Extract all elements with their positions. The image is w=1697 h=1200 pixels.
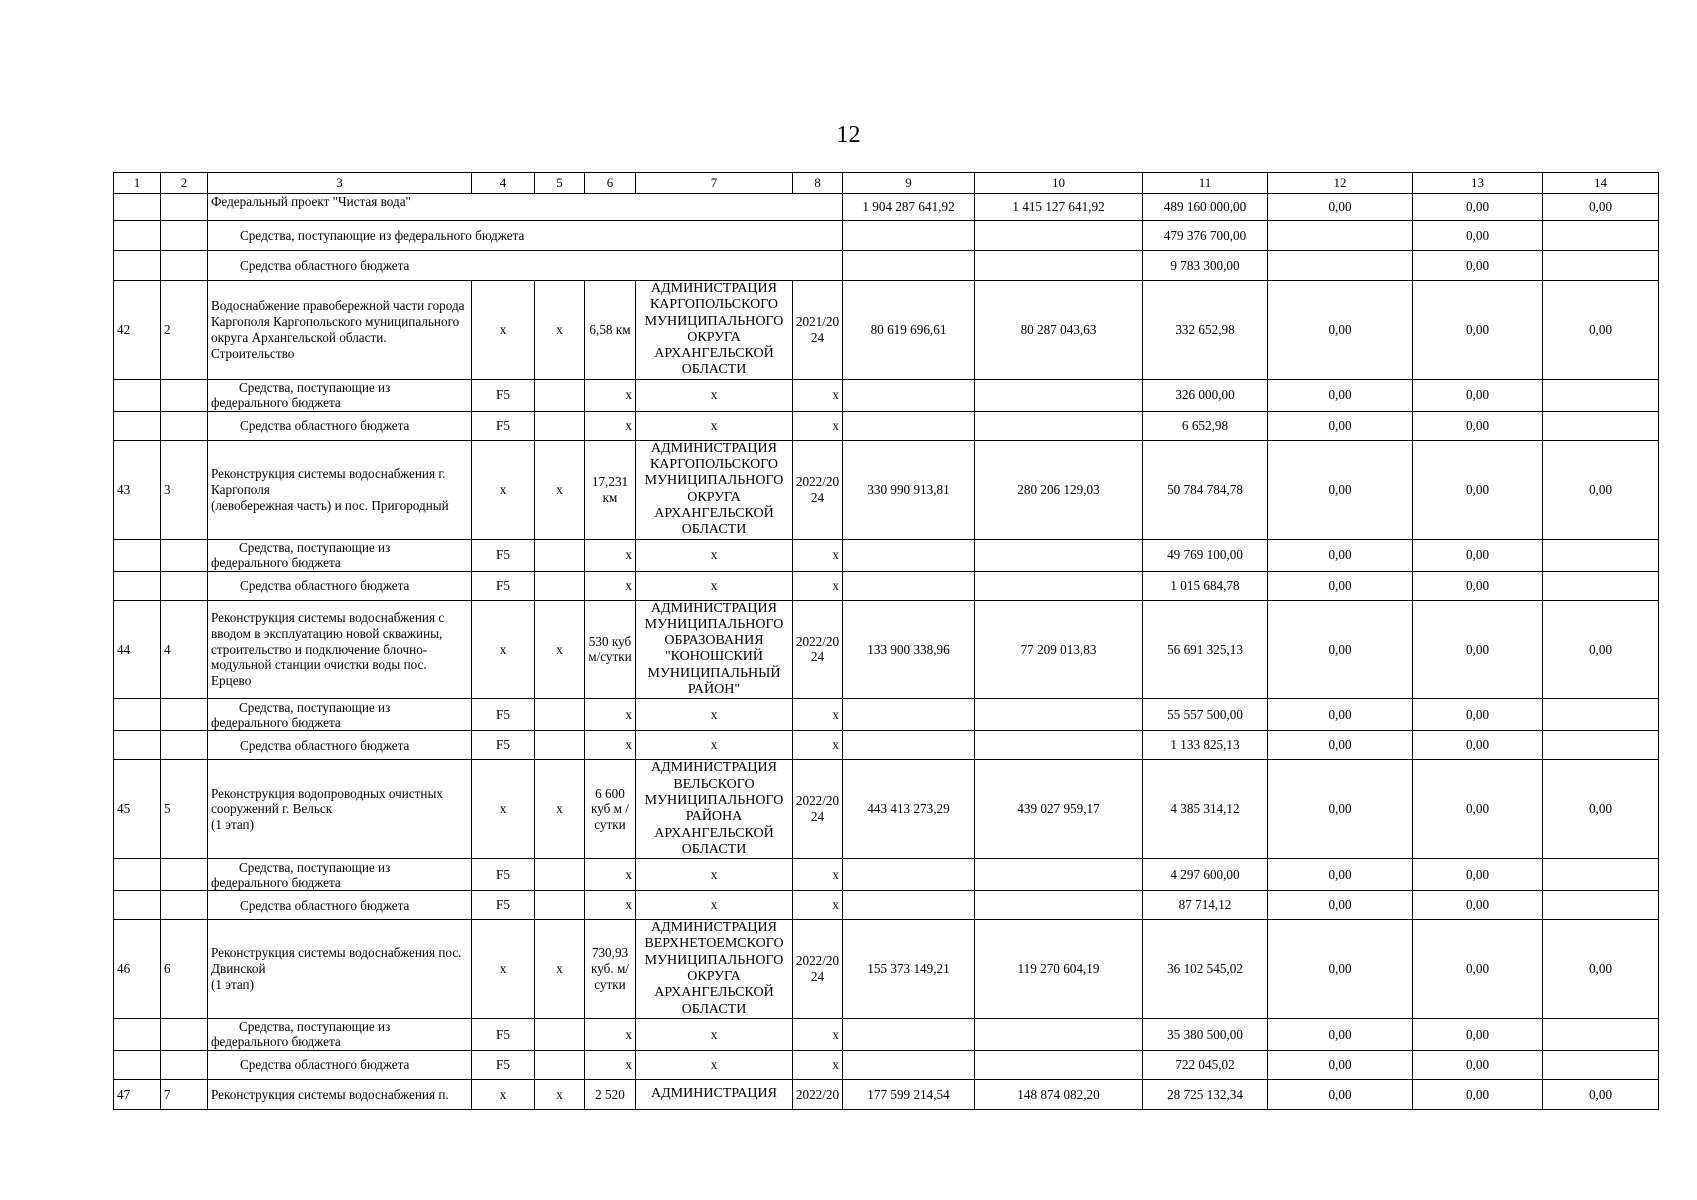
table-cell: 0,00 (1543, 281, 1659, 380)
table-cell: x (636, 539, 793, 571)
table-cell: 0,00 (1413, 699, 1543, 731)
agency-cell: АДМИНИСТРАЦИЯ КАРГОПОЛЬСКОГО МУНИЦИПАЛЬНОГО ОКРУГА АРХАНГЕЛЬСКОЙ ОБЛАСТИ (636, 440, 793, 539)
table-cell: 0,00 (1413, 859, 1543, 891)
project-row (114, 440, 1659, 539)
table-cell: x (535, 600, 585, 699)
table-cell: x (472, 1079, 535, 1109)
funds-label: Средства, поступающие из федерального бюджета (208, 859, 472, 891)
table-cell: 326 000,00 (1143, 379, 1268, 411)
table-cell: 0,00 (1413, 411, 1543, 440)
table-cell: x (472, 281, 535, 380)
table-cell: 0,00 (1268, 194, 1413, 221)
table-cell: x (585, 539, 636, 571)
table-cell: x (636, 571, 793, 600)
funds-label: Средства областного бюджета (208, 411, 472, 440)
table-cell: 0,00 (1543, 440, 1659, 539)
agency-cell: АДМИНИСТРАЦИЯ ВЕРХНЕТОЕМСКОГО МУНИЦИПАЛЬНОГО ОКРУГА АРХАНГЕЛЬСКОЙ ОБЛАСТИ (636, 920, 793, 1019)
table-cell: x (793, 731, 843, 760)
row-number: 45 (114, 760, 161, 859)
agency-cell: АДМИНИСТРАЦИЯ МУНИЦИПАЛЬНОГО ОБРАЗОВАНИЯ "КОНОШСКИЙ МУНИЦИПАЛЬНЫЙ РАЙОН" (636, 600, 793, 699)
table-cell: x (636, 699, 793, 731)
table-cell: x (636, 411, 793, 440)
table-cell: 133 900 338,96 (843, 600, 975, 699)
table-cell: x (472, 600, 535, 699)
column-header: 1 (114, 173, 161, 194)
regional-funds-subrow (114, 891, 1659, 920)
table-cell: x (793, 411, 843, 440)
column-header: 14 (1543, 173, 1659, 194)
agency-cell: АДМИНИСТРАЦИЯ ВЕЛЬСКОГО МУНИЦИПАЛЬНОГО РАЙОНА АРХАНГЕЛЬСКОЙ ОБЛАСТИ (636, 760, 793, 859)
row-number: 46 (114, 920, 161, 1019)
regional-funds-row (114, 251, 1659, 281)
project-name: Реконструкция системы водоснабжения пос. Двинской (1 этап) (208, 920, 472, 1019)
table-cell: 0,00 (1268, 891, 1413, 920)
row-number: 43 (114, 440, 161, 539)
table-cell: 0,00 (1413, 571, 1543, 600)
table-cell: 49 769 100,00 (1143, 539, 1268, 571)
table-cell: 0,00 (1413, 281, 1543, 380)
project-name: Реконструкция водопроводных очистных сооружений г. Вельск (1 этап) (208, 760, 472, 859)
table-cell: 0,00 (1543, 920, 1659, 1019)
funds-label: Средства, поступающие из федерального бюджета (208, 379, 472, 411)
agency-cell: АДМИНИСТРАЦИЯ (636, 1079, 793, 1109)
table-cell: x (585, 571, 636, 600)
row-number: 47 (114, 1079, 161, 1109)
table-cell: 722 045,02 (1143, 1050, 1268, 1079)
table-cell: 80 287 043,63 (975, 281, 1143, 380)
code-cell: F5 (472, 1018, 535, 1050)
table-cell: 0,00 (1543, 760, 1659, 859)
row-index: 7 (161, 1079, 208, 1109)
column-header: 9 (843, 173, 975, 194)
table-cell: x (636, 731, 793, 760)
code-cell: F5 (472, 859, 535, 891)
code-cell: F5 (472, 379, 535, 411)
table-cell: x (636, 1050, 793, 1079)
table-cell: x (585, 1050, 636, 1079)
table-cell: 1 133 825,13 (1143, 731, 1268, 760)
project-row (114, 600, 1659, 699)
table-cell: 0,00 (1268, 920, 1413, 1019)
table-cell: 0,00 (1413, 600, 1543, 699)
table-cell: x (636, 379, 793, 411)
column-header: 5 (535, 173, 585, 194)
regional-funds-subrow (114, 571, 1659, 600)
column-header: 3 (208, 173, 472, 194)
table-cell: 56 691 325,13 (1143, 600, 1268, 699)
table-cell: x (636, 859, 793, 891)
federal-funds-label: Средства, поступающие из федерального бюджета (208, 221, 843, 251)
code-cell: F5 (472, 571, 535, 600)
table-cell: 443 413 273,29 (843, 760, 975, 859)
table-cell: x (472, 440, 535, 539)
table-cell: x (793, 571, 843, 600)
table-cell: x (793, 1050, 843, 1079)
table-cell: x (585, 891, 636, 920)
federal-funds-subrow (114, 699, 1659, 731)
table-cell: 489 160 000,00 (1143, 194, 1268, 221)
table-cell: 1 904 287 641,92 (843, 194, 975, 221)
table-cell: 80 619 696,61 (843, 281, 975, 380)
capacity-cell: 6,58 км (585, 281, 636, 380)
table-cell: x (535, 1079, 585, 1109)
table-cell: 35 380 500,00 (1143, 1018, 1268, 1050)
row-index: 2 (161, 281, 208, 380)
table-cell: 0,00 (1268, 760, 1413, 859)
table-cell: 330 990 913,81 (843, 440, 975, 539)
column-header: 11 (1143, 173, 1268, 194)
agency-cell: АДМИНИСТРАЦИЯ КАРГОПОЛЬСКОГО МУНИЦИПАЛЬНОГО ОКРУГА АРХАНГЕЛЬСКОЙ ОБЛАСТИ (636, 281, 793, 380)
federal-project-row (114, 194, 1659, 221)
column-header: 10 (975, 173, 1143, 194)
table-cell: 77 209 013,83 (975, 600, 1143, 699)
column-header: 8 (793, 173, 843, 194)
funds-label: Средства областного бюджета (208, 891, 472, 920)
regional-funds-subrow (114, 1050, 1659, 1079)
table-cell: 28 725 132,34 (1143, 1079, 1268, 1109)
table-cell: 0,00 (1268, 1050, 1413, 1079)
row-number: 44 (114, 600, 161, 699)
table-cell: 0,00 (1413, 221, 1543, 251)
table-cell: 148 874 082,20 (975, 1079, 1143, 1109)
regional-funds-label: Средства областного бюджета (208, 251, 843, 281)
table-cell: x (585, 1018, 636, 1050)
row-index: 4 (161, 600, 208, 699)
capacity-cell: 2 520 (585, 1079, 636, 1109)
table-cell: x (793, 891, 843, 920)
code-cell: F5 (472, 731, 535, 760)
table-cell: 0,00 (1413, 379, 1543, 411)
table-cell: 0,00 (1268, 699, 1413, 731)
table-cell: 0,00 (1413, 920, 1543, 1019)
years-cell: 2022/2024 (793, 440, 843, 539)
code-cell: F5 (472, 539, 535, 571)
table-cell: 0,00 (1268, 571, 1413, 600)
table-cell: 0,00 (1413, 1018, 1543, 1050)
code-cell: F5 (472, 411, 535, 440)
page-number: 12 (836, 122, 861, 148)
table-cell: 0,00 (1268, 539, 1413, 571)
table-cell: x (636, 1018, 793, 1050)
federal-funds-subrow (114, 379, 1659, 411)
column-header: 13 (1413, 173, 1543, 194)
table-cell: 87 714,12 (1143, 891, 1268, 920)
column-header: 12 (1268, 173, 1413, 194)
table-cell: x (585, 411, 636, 440)
table-cell: 177 599 214,54 (843, 1079, 975, 1109)
table-cell: 332 652,98 (1143, 281, 1268, 380)
table-cell: x (793, 699, 843, 731)
project-row (114, 760, 1659, 859)
table-cell: 0,00 (1268, 440, 1413, 539)
table-cell: 0,00 (1268, 379, 1413, 411)
row-index: 6 (161, 920, 208, 1019)
table-cell: x (585, 699, 636, 731)
code-cell: F5 (472, 1050, 535, 1079)
table-cell: 1 415 127 641,92 (975, 194, 1143, 221)
table-cell: 0,00 (1413, 539, 1543, 571)
table-cell: 119 270 604,19 (975, 920, 1143, 1019)
table-cell: x (793, 539, 843, 571)
table-cell: 155 373 149,21 (843, 920, 975, 1019)
table-cell: 0,00 (1268, 1018, 1413, 1050)
funds-label: Средства областного бюджета (208, 1050, 472, 1079)
federal-funds-subrow (114, 539, 1659, 571)
table-cell: 55 557 500,00 (1143, 699, 1268, 731)
regional-funds-subrow (114, 411, 1659, 440)
table-cell: x (535, 440, 585, 539)
table-cell: 9 783 300,00 (1143, 251, 1268, 281)
table-cell: x (793, 859, 843, 891)
project-row (114, 920, 1659, 1019)
capacity-cell: 17,231 км (585, 440, 636, 539)
funds-label: Средства областного бюджета (208, 571, 472, 600)
funds-label: Средства, поступающие из федерального бюджета (208, 699, 472, 731)
table-cell: 50 784 784,78 (1143, 440, 1268, 539)
table-cell: x (585, 379, 636, 411)
table-cell: x (585, 731, 636, 760)
table-cell: 0,00 (1268, 281, 1413, 380)
project-name: Водоснабжение правобережной части города Каргополя Каргопольского муниципального округа Архангельской области. Строительство (208, 281, 472, 380)
row-index: 5 (161, 760, 208, 859)
column-header: 7 (636, 173, 793, 194)
column-header-row (114, 173, 1659, 194)
table-cell: 0,00 (1543, 194, 1659, 221)
table-cell: x (636, 891, 793, 920)
project-name: Реконструкция системы водоснабжения г. Каргополя (левобережная часть) и пос. Пригородный (208, 440, 472, 539)
table-cell: 0,00 (1268, 600, 1413, 699)
column-header: 2 (161, 173, 208, 194)
table-cell: 0,00 (1413, 760, 1543, 859)
table-cell: 0,00 (1413, 440, 1543, 539)
table-cell: x (535, 760, 585, 859)
capacity-cell: 530 куб м/сутки (585, 600, 636, 699)
table-cell: x (472, 760, 535, 859)
table-cell: x (793, 1018, 843, 1050)
table-cell: 0,00 (1543, 1079, 1659, 1109)
row-index: 3 (161, 440, 208, 539)
table-cell: 0,00 (1413, 891, 1543, 920)
table-cell: 0,00 (1413, 731, 1543, 760)
capacity-cell: 6 600 куб м / сутки (585, 760, 636, 859)
federal-funds-subrow (114, 1018, 1659, 1050)
table-cell: 6 652,98 (1143, 411, 1268, 440)
table-cell: 280 206 129,03 (975, 440, 1143, 539)
federal-project-title: Федеральный проект "Чистая вода" (208, 194, 843, 221)
budget-table (113, 172, 1659, 1110)
years-cell: 2022/2024 (793, 760, 843, 859)
years-cell: 2022/2024 (793, 600, 843, 699)
column-header: 6 (585, 173, 636, 194)
table-cell: 0,00 (1413, 251, 1543, 281)
table-cell: 0,00 (1413, 1050, 1543, 1079)
row-number: 42 (114, 281, 161, 380)
table-cell: 0,00 (1268, 859, 1413, 891)
code-cell: F5 (472, 699, 535, 731)
table-cell: 0,00 (1413, 1079, 1543, 1109)
table-cell: 479 376 700,00 (1143, 221, 1268, 251)
project-name: Реконструкция системы водоснабжения п. (208, 1079, 472, 1109)
funds-label: Средства, поступающие из федерального бюджета (208, 1018, 472, 1050)
column-header: 4 (472, 173, 535, 194)
table-cell: 439 027 959,17 (975, 760, 1143, 859)
table-cell: x (793, 379, 843, 411)
regional-funds-subrow (114, 731, 1659, 760)
project-row (114, 281, 1659, 380)
years-cell: 2022/20 (793, 1079, 843, 1109)
table-cell: x (585, 859, 636, 891)
years-cell: 2021/2024 (793, 281, 843, 380)
table-cell: 4 385 314,12 (1143, 760, 1268, 859)
table-cell: 0,00 (1268, 1079, 1413, 1109)
project-row (114, 1079, 1659, 1109)
table-cell: x (535, 281, 585, 380)
table-cell: 0,00 (1268, 411, 1413, 440)
code-cell: F5 (472, 891, 535, 920)
table-cell: 1 015 684,78 (1143, 571, 1268, 600)
federal-funds-row (114, 221, 1659, 251)
project-name: Реконструкция системы водоснабжения с вводом в эксплуатацию новой скважины, строительство и подключение блочно-модульной станции очистки воды пос. Ерцево (208, 600, 472, 699)
table-cell: 0,00 (1268, 731, 1413, 760)
table-cell: 36 102 545,02 (1143, 920, 1268, 1019)
funds-label: Средства областного бюджета (208, 731, 472, 760)
federal-funds-subrow (114, 859, 1659, 891)
funds-label: Средства, поступающие из федерального бюджета (208, 539, 472, 571)
table-cell: 0,00 (1543, 600, 1659, 699)
years-cell: 2022/2024 (793, 920, 843, 1019)
capacity-cell: 730,93 куб. м/сутки (585, 920, 636, 1019)
table-cell: x (535, 920, 585, 1019)
table-cell: x (472, 920, 535, 1019)
table-cell: 4 297 600,00 (1143, 859, 1268, 891)
table-cell: 0,00 (1413, 194, 1543, 221)
